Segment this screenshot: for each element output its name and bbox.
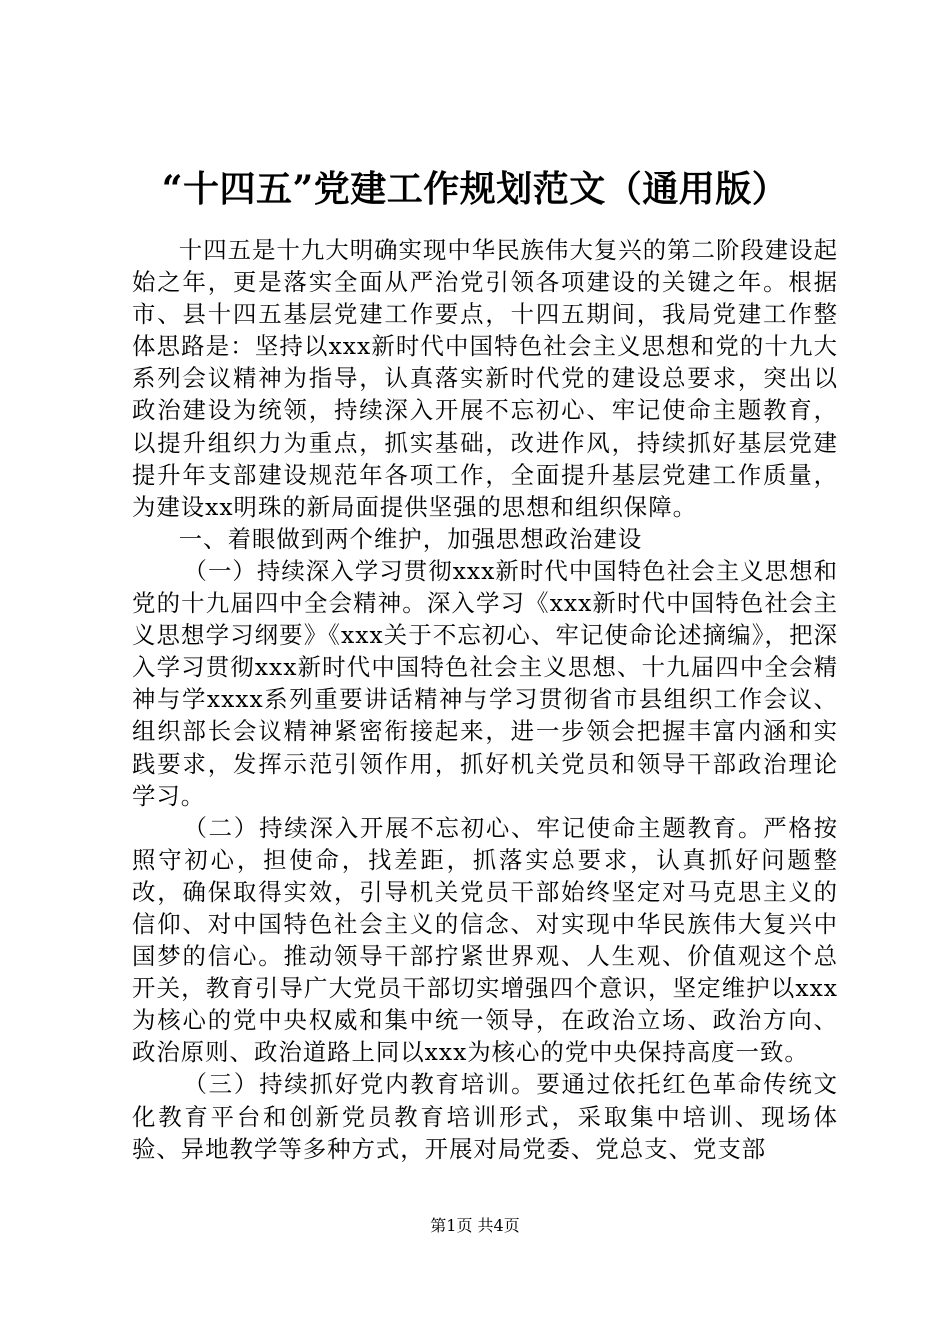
paragraph-item-1: （一）持续深入学习贯彻xxx新时代中国特色社会主义思想和党的十九届四中全会精神。深入学习《xxx新时代中国特色社会主义思想学习纲要》《xxx关于不忘初心、牢记使命论述摘编》，把深入学习贯彻xxx新时代中国特色社会主义思想、十九届四中全会精神与学xxxx系列重要讲话精神与学习贯彻省市县组织工作会议、组织部长会议精神紧密衔接起来，进一步领会把握丰富内涵和实践要求，发挥示范引领作用，抓好机关党员和领导干部政治理论学习。 (132, 556, 838, 810)
paragraph-intro: 十四五是十九大明确实现中华民族伟大复兴的第二阶段建设起始之年，更是落实全面从严治党引领各项建设的关键之年。根据市、县十四五基层党建工作要点，十四五期间，我局党建工作整体思路是：坚持以xxx新时代中国特色社会主义思想和党的十九大系列会议精神为指导，认真落实新时代党的建设总要求，突出以政治建设为统领，持续深入开展不忘初心、牢记使命主题教育，以提升组织力为重点，抓实基础，改进作风，持续抓好基层党建提升年支部建设规范年各项工作，全面提升基层党建工作质量，为建设xx明珠的新局面提供坚强的思想和组织保障。 (132, 236, 838, 521)
document-title: “十四五”党建工作规划范文（通用版） (161, 168, 789, 210)
document-body (132, 234, 838, 1165)
paragraph-item-2: （二）持续深入开展不忘初心、牢记使命主题教育。严格按照守初心，担使命，找差距，抓落实总要求，认真抓好问题整改，确保取得实效，引导机关党员干部始终坚定对马克思主义的信仰、对中国特色社会主义的信念、对实现中华民族伟大复兴中国梦的信心。推动领导干部拧紧世界观、人生观、价值观这个总开关，教育引导广大党员干部切实增强四个意识，坚定维护以xxx为核心的党中央权威和集中统一领导，在政治立场、政治方向、政治原则、政治道路上同以xxx为核心的党中央保持高度一致。 (132, 813, 838, 1067)
paragraph-item-3: （三）持续抓好党内教育培训。要通过依托红色革命传统文化教育平台和创新党员教育培训形式，采取集中培训、现场体验、异地教学等多种方式，开展对局党委、党总支、党支部 (132, 1070, 838, 1163)
page-footer: 第1页 共4页 (430, 1216, 520, 1235)
section-heading-1: 一、着眼做到两个维护，加强思想政治建设 (178, 524, 643, 553)
